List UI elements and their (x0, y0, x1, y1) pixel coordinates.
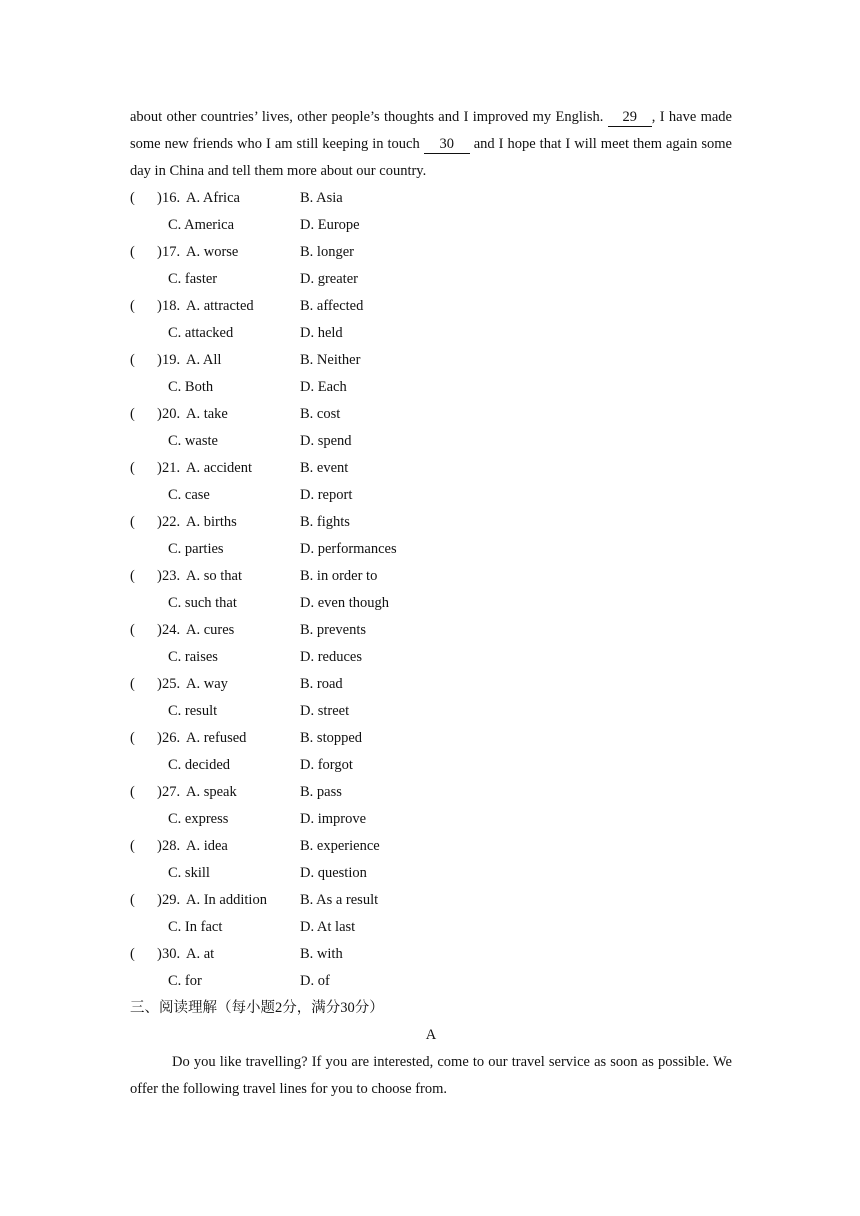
question-row (130, 401, 732, 428)
option-b: B. Neither (300, 352, 361, 368)
passage-paragraph (130, 104, 732, 185)
question-number: 21. (162, 460, 181, 476)
question-row-continued (130, 374, 732, 401)
question-row (130, 941, 732, 968)
option-b: B. longer (300, 244, 354, 260)
open-paren: ( (130, 568, 135, 584)
option-b: B. with (300, 946, 343, 962)
open-paren: ( (130, 892, 135, 908)
close-paren: ) (157, 406, 162, 422)
question-row (130, 887, 732, 914)
question-row-continued (130, 266, 732, 293)
question-number: 27. (162, 784, 181, 800)
option-d: D. improve (300, 811, 367, 827)
question-row-continued (130, 644, 732, 671)
option-d: D. street (300, 703, 350, 719)
question-row (130, 725, 732, 752)
question-row-continued (130, 806, 732, 833)
option-d: D. report (300, 487, 353, 503)
passage-text-1: about other countries’ lives, other people’s thoughts and I improved my English. (130, 109, 608, 125)
option-a: A. In addition (186, 892, 267, 908)
document-page (130, 104, 732, 1103)
option-d: D. even though (300, 595, 389, 611)
question-row-continued (130, 752, 732, 779)
option-b: B. fights (300, 514, 350, 530)
question-row (130, 293, 732, 320)
question-row-continued (130, 482, 732, 509)
question-row (130, 617, 732, 644)
close-paren: ) (157, 244, 162, 260)
option-c: C. waste (168, 433, 218, 449)
option-c: C. raises (168, 649, 218, 665)
option-b: B. Asia (300, 190, 343, 206)
option-b: B. pass (300, 784, 342, 800)
question-row (130, 833, 732, 860)
question-number: 17. (162, 244, 181, 260)
question-row (130, 563, 732, 590)
question-row (130, 455, 732, 482)
close-paren: ) (157, 892, 162, 908)
option-a: A. accident (186, 460, 253, 476)
question-number: 16. (162, 190, 181, 206)
option-a: A. worse (186, 244, 239, 260)
question-row-continued (130, 212, 732, 239)
option-c: C. result (168, 703, 218, 719)
option-a: A. attracted (186, 298, 254, 314)
question-row (130, 239, 732, 266)
open-paren: ( (130, 838, 135, 854)
question-row (130, 185, 732, 212)
question-row-continued (130, 320, 732, 347)
blank-29: 29 (608, 108, 652, 127)
option-d: D. forgot (300, 757, 353, 773)
option-d: D. Each (300, 379, 347, 395)
option-c: C. decided (168, 757, 231, 773)
intro-paragraph: Do you like travelling? If you are interested, come to our travel service as soon as possible. We offer the following travel lines for you to choose from. (130, 1054, 732, 1097)
question-row-continued (130, 536, 732, 563)
option-a: A. refused (186, 730, 247, 746)
blank-30: 30 (424, 135, 470, 154)
question-row (130, 671, 732, 698)
open-paren: ( (130, 622, 135, 638)
close-paren: ) (157, 622, 162, 638)
option-c: C. America (168, 217, 235, 233)
option-c: C. attacked (168, 325, 234, 341)
option-a: A. take (186, 406, 228, 422)
close-paren: ) (157, 730, 162, 746)
question-row-continued (130, 428, 732, 455)
close-paren: ) (157, 784, 162, 800)
open-paren: ( (130, 244, 135, 260)
option-a: A. Africa (186, 190, 240, 206)
close-paren: ) (157, 946, 162, 962)
open-paren: ( (130, 190, 135, 206)
option-b: B. cost (300, 406, 341, 422)
question-number: 18. (162, 298, 181, 314)
option-b: B. road (300, 676, 343, 692)
question-number: 22. (162, 514, 181, 530)
option-d: D. held (300, 325, 343, 341)
question-number: 30. (162, 946, 181, 962)
part-label: A (425, 1027, 437, 1043)
option-d: D. performances (300, 541, 397, 557)
question-list (130, 185, 732, 995)
question-number: 19. (162, 352, 181, 368)
option-d: D. spend (300, 433, 352, 449)
question-row-continued (130, 968, 732, 995)
option-c: C. Both (168, 379, 214, 395)
option-a: A. idea (186, 838, 228, 854)
option-a: A. way (186, 676, 228, 692)
close-paren: ) (157, 352, 162, 368)
open-paren: ( (130, 298, 135, 314)
option-c: C. parties (168, 541, 224, 557)
option-b: B. affected (300, 298, 364, 314)
option-b: B. prevents (300, 622, 367, 638)
passage-text-3: and I hope that I will meet them again some day in China and tell them more about our country. (130, 136, 732, 179)
option-c: C. such that (168, 595, 237, 611)
open-paren: ( (130, 460, 135, 476)
question-row-continued (130, 590, 732, 617)
close-paren: ) (157, 514, 162, 530)
option-a: A. so that (186, 568, 242, 584)
open-paren: ( (130, 946, 135, 962)
open-paren: ( (130, 514, 135, 530)
open-paren: ( (130, 352, 135, 368)
open-paren: ( (130, 676, 135, 692)
close-paren: ) (157, 298, 162, 314)
open-paren: ( (130, 784, 135, 800)
option-b: B. stopped (300, 730, 363, 746)
question-row-continued (130, 860, 732, 887)
option-b: B. event (300, 460, 349, 476)
option-b: B. As a result (300, 892, 379, 908)
option-c: C. for (168, 973, 202, 989)
option-c: C. case (168, 487, 210, 503)
question-number: 20. (162, 406, 181, 422)
option-c: C. faster (168, 271, 218, 287)
question-row-continued (130, 698, 732, 725)
question-number: 28. (162, 838, 181, 854)
close-paren: ) (157, 676, 162, 692)
option-d: D. question (300, 865, 367, 881)
question-row-continued (130, 914, 732, 941)
question-row (130, 509, 732, 536)
question-number: 24. (162, 622, 181, 638)
question-number: 25. (162, 676, 181, 692)
question-row (130, 347, 732, 374)
close-paren: ) (157, 460, 162, 476)
close-paren: ) (157, 190, 162, 206)
question-number: 29. (162, 892, 181, 908)
question-number: 26. (162, 730, 181, 746)
open-paren: ( (130, 406, 135, 422)
option-d: D. of (300, 973, 330, 989)
option-c: C. skill (168, 865, 210, 881)
passage-text-2: , I have made some new friends who I am still keeping in touch (130, 109, 732, 152)
close-paren: ) (157, 568, 162, 584)
close-paren: ) (157, 838, 162, 854)
question-row (130, 779, 732, 806)
option-d: D. greater (300, 271, 358, 287)
section-title: 三、阅读理解（每小题2分，满分30分） (130, 1000, 384, 1016)
option-b: B. in order to (300, 568, 378, 584)
option-d: D. Europe (300, 217, 360, 233)
option-c: C. In fact (168, 919, 223, 935)
option-a: A. All (186, 352, 222, 368)
option-a: A. speak (186, 784, 237, 800)
option-b: B. experience (300, 838, 380, 854)
option-d: D. reduces (300, 649, 363, 665)
open-paren: ( (130, 730, 135, 746)
option-d: D. At last (300, 919, 356, 935)
question-number: 23. (162, 568, 181, 584)
option-a: A. at (186, 946, 215, 962)
option-a: A. cures (186, 622, 235, 638)
option-c: C. express (168, 811, 229, 827)
option-a: A. births (186, 514, 237, 530)
